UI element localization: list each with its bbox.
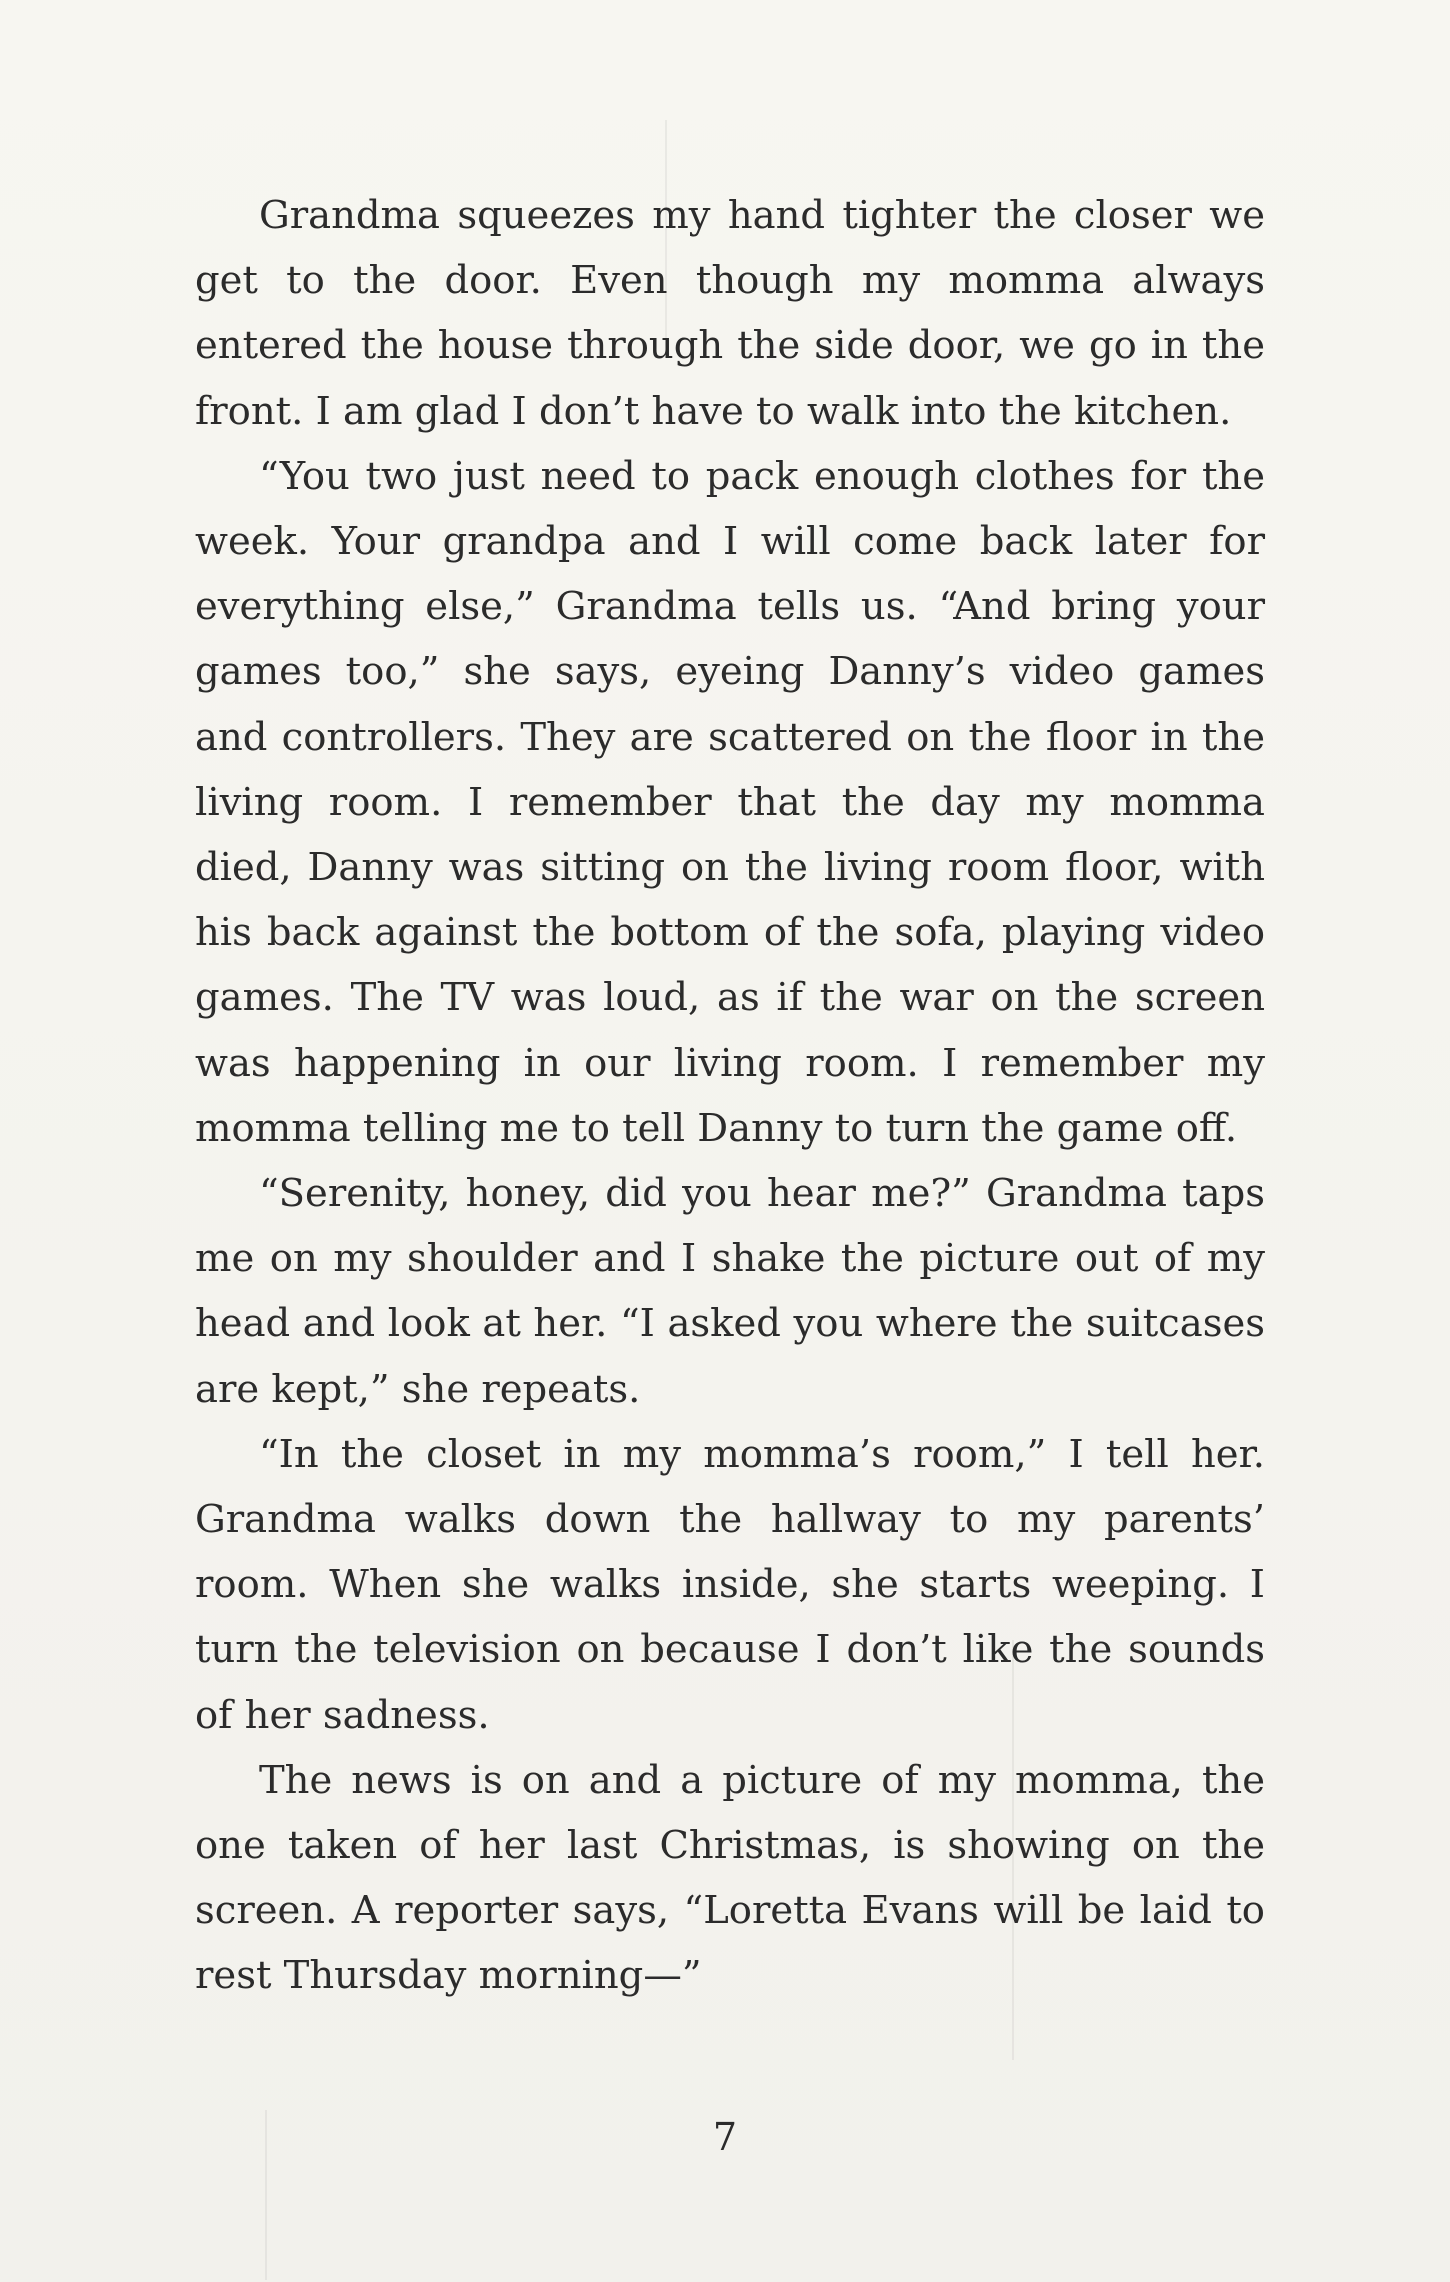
paragraph: “You two just need to pack enough clothes for the week. Your grandpa and I will come back later for everything else,” Grandma tells us. “And bring your games too,” she says, eyeing Danny’s video games and controllers. They are scattered on the floor in the living room. I remember that the day my momma died, Danny was sitting on the living room floor, with his back against the bottom of the sofa, playing video games. The TV was loud, as if the war on the screen was happening in our living room. I remember my momma telling me to tell Danny to turn the game off.	[195, 453, 1265, 1151]
paragraph: The news is on and a picture of my momma, the one taken of her last Christmas, is showing on the screen. A reporter says, “Loretta Evans will be laid to rest Thursday morning—”	[195, 1757, 1265, 1999]
paragraph: Grandma squeezes my hand tighter the closer we get to the door. Even though my momma always entered the house through the side door, we go in the front. I am glad I don’t have to walk into the kitchen.	[195, 193, 1265, 434]
page-number: 7	[712, 2115, 738, 2159]
paragraph: “In the closet in my momma’s room,” I tell her. Grandma walks down the hallway to my parents’ room. When she walks inside, she starts weeping. I turn the television on because I don’t like the sounds of her sadness.	[195, 1431, 1265, 1738]
paragraph: “Serenity, honey, did you hear me?” Grandma taps me on my shoulder and I shake the picture out of my head and look at her. “I asked you where the suitcases are kept,” she repeats.	[195, 1171, 1265, 1412]
body-text	[195, 183, 1265, 2009]
